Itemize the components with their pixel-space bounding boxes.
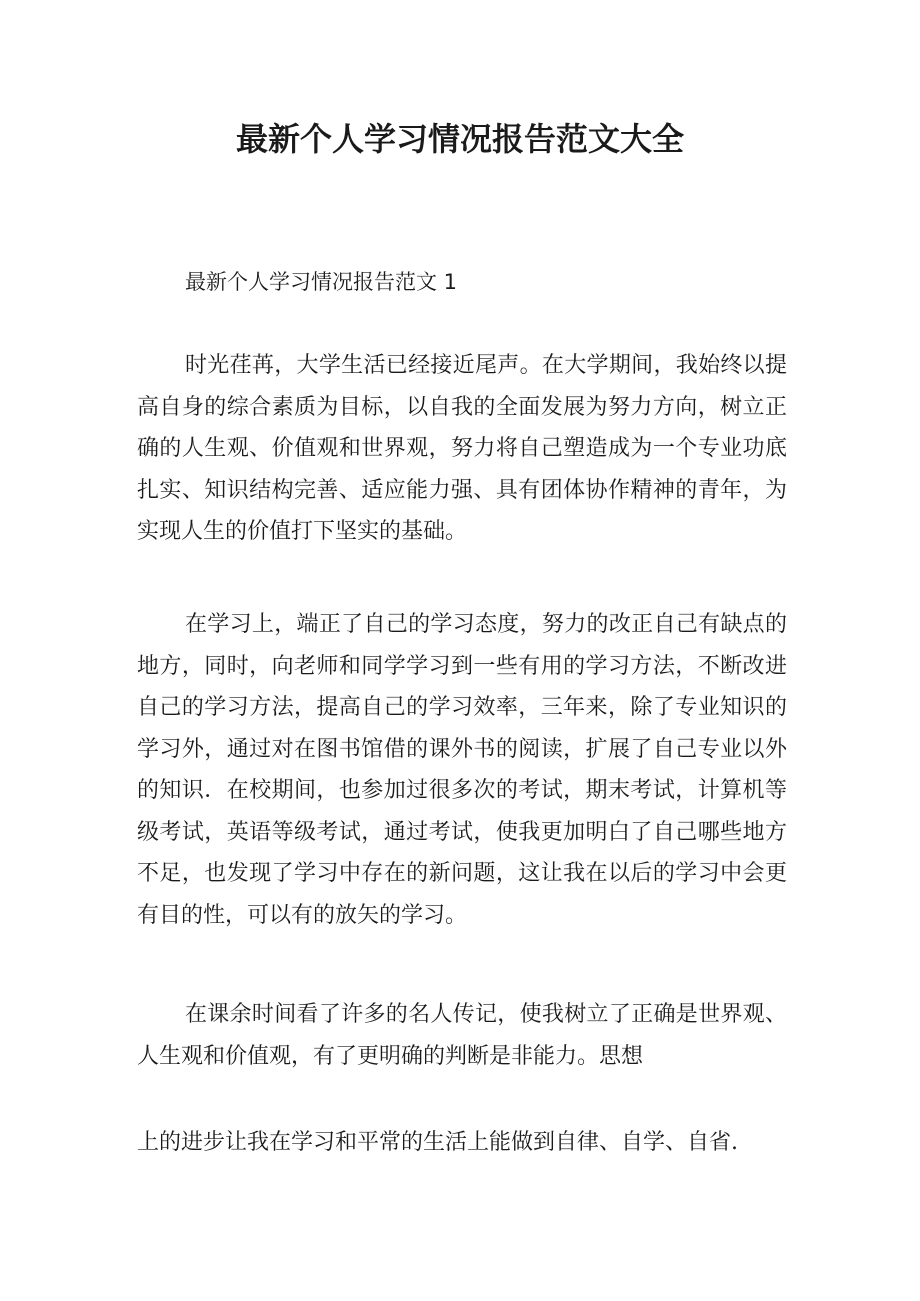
document-title: 最新个人学习情况报告范文大全: [235, 120, 684, 158]
paragraph-continuation: 上的进步让我在学习和平常的生活上能做到自律、自学、自省.: [137, 1130, 738, 1155]
section-heading: 最新个人学习情况报告范文 1: [185, 270, 458, 294]
paragraph-2: 在学习上，端正了自己的学习态度，努力的改正自己有缺点的地方，同时，向老师和同学学习到一些有用的学习方法，不断改进自己的学习方法，提高自己的学习效率，三年来，除了专业知识的学习外，通过对在图书馆借的课外书的阅读，扩展了自己专业以外的知识．在校期间，也参加过很多次的考试，期末考试，计算机等级考试，英语等级考试，通过考试，使我更加明白了自己哪些地方不足，也发现了学习中存在的新问题，这让我在以后的学习中会更有目的性，可以有的放矢的学习。: [137, 612, 787, 928]
paragraph-1: 时光荏苒，大学生活已经接近尾声。在大学期间，我始终以提高自身的综合素质为目标，以自我的全面发展为努力方向，树立正确的人生观、价值观和世界观，努力将自己塑造成为一个专业功底扎实、知识结构完善、适应能力强、具有团体协作精神的青年，为实现人生的价值打下坚实的基础。: [137, 353, 787, 544]
paragraph-3: 在课余时间看了许多的名人传记，使我树立了正确是世界观、人生观和价值观，有了更明确的判断是非能力。思想: [137, 1002, 787, 1069]
